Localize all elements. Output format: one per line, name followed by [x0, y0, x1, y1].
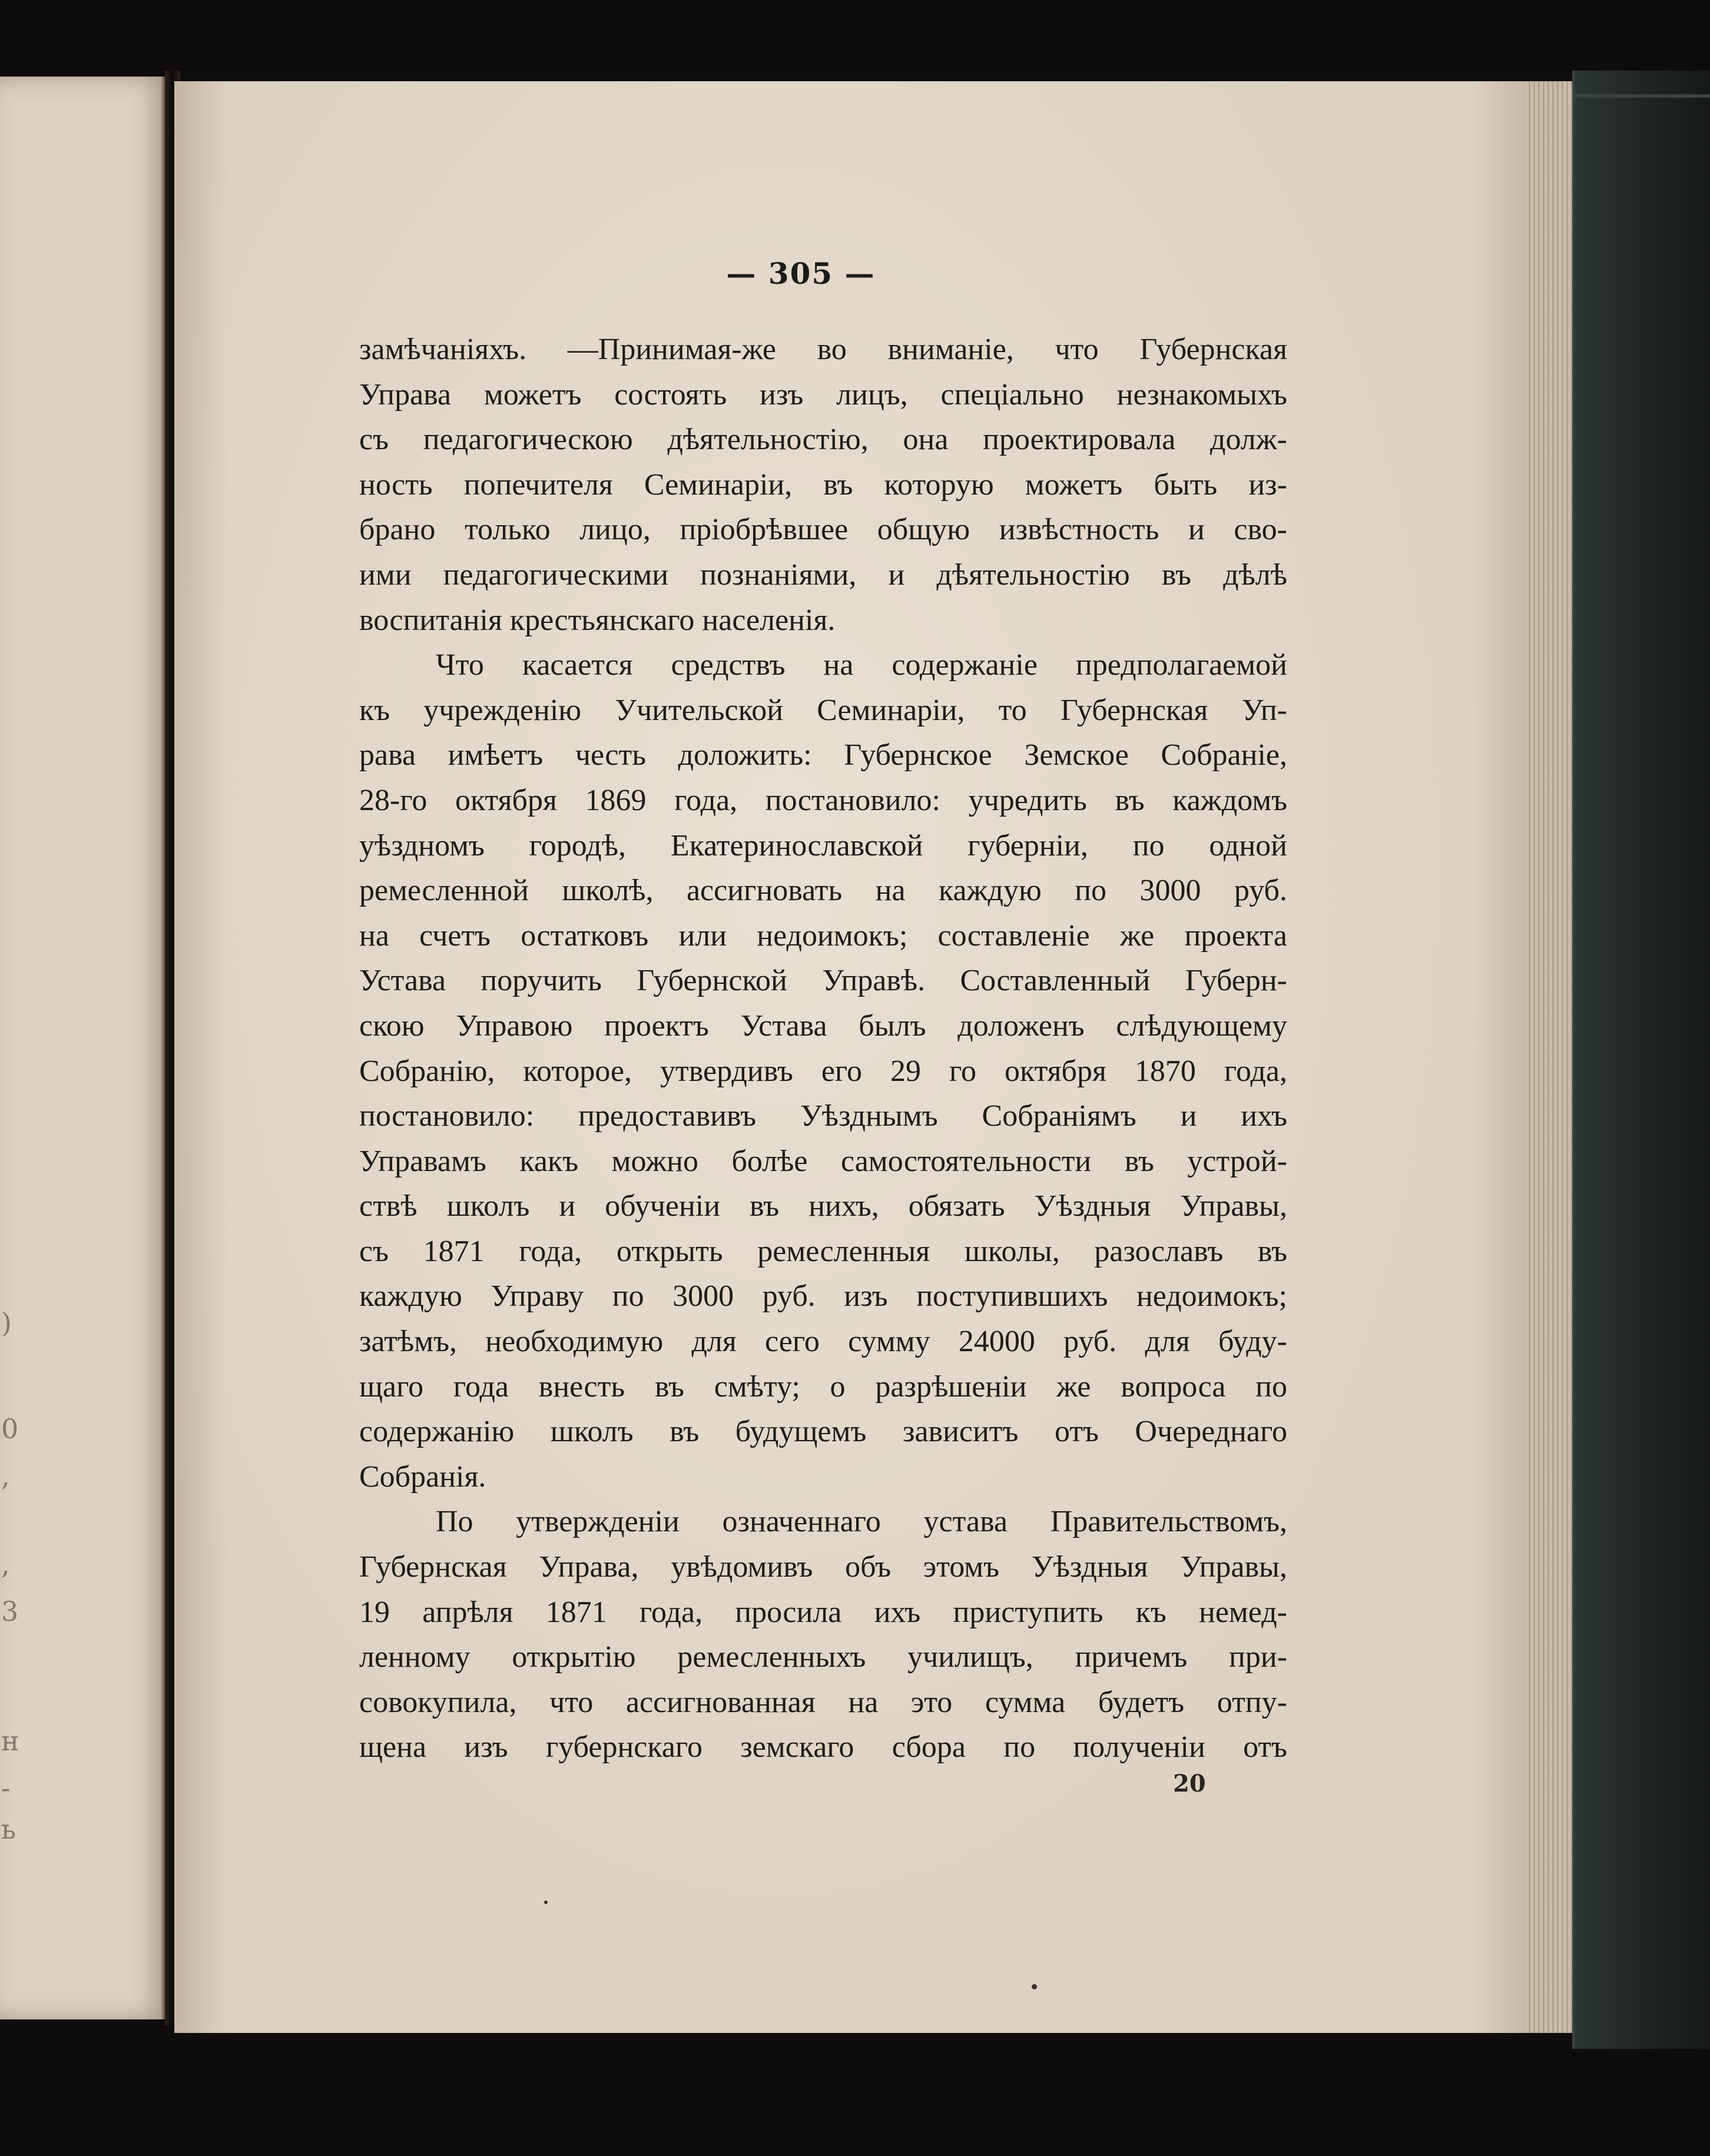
book-cover: [1572, 71, 1710, 2049]
text-line: Управа можетъ состоять изъ лицъ, спеціально незнакомыхъ: [359, 377, 1287, 412]
text-line: съ педагогическою дѣятельностію, она проектировала долж-: [359, 423, 1287, 457]
text-line: ствѣ школъ и обученіи въ нихъ, обязать Уѣздныя Управы,: [359, 1189, 1287, 1223]
text-line: на счетъ остатковъ или недоимокъ; составленіе же проекта: [359, 918, 1287, 953]
paragraph-1: [359, 327, 1287, 643]
paragraph-2: [359, 643, 1287, 1500]
text-line: ленному открытію ремесленныхъ училищъ, причемъ при-: [359, 1640, 1287, 1674]
paragraph-3: [359, 1500, 1287, 1770]
text-line: уѣздномъ городѣ, Екатеринославской губерніи, по одной: [359, 828, 1287, 863]
text-line: Собранія.: [359, 1460, 486, 1494]
text-line: 19 апрѣля 1871 года, просила ихъ приступить къ немед-: [359, 1595, 1287, 1629]
text-line: Устава поручить Губернской Управѣ. Составленный Губерн-: [359, 964, 1287, 998]
body-text: [359, 327, 1287, 1770]
text-line: Губернская Управа, увѣдомивъ объ этомъ Уѣздныя Управы,: [359, 1550, 1287, 1584]
text-line: ность попечителя Семинаріи, въ которую можетъ быть из-: [359, 467, 1287, 502]
text-line: брано только лицо, пріобрѣвшее общую извѣстность и сво-: [359, 513, 1287, 547]
text-line: Что касается средствъ на содержаніе предполагаемой: [436, 648, 1287, 682]
previous-page: [0, 77, 166, 2019]
page-number-header: — 305 —: [726, 256, 876, 291]
text-line: воспитанія крестьянскаго населенія.: [359, 603, 836, 637]
text-line: По утвержденіи означеннаго устава Правительствомъ,: [436, 1505, 1287, 1539]
paper-speck: [544, 1900, 548, 1904]
text-line: щена изъ губернскаго земскаго сбора по полученіи отъ: [359, 1730, 1287, 1764]
text-line: замѣчаніяхъ. —Принимая-же во вниманіе, что Губернская: [359, 333, 1287, 366]
text-line: содержанію школъ въ будущемъ зависитъ отъ Очереднаго: [359, 1415, 1287, 1449]
signature-mark: 20: [1173, 1770, 1206, 1797]
text-line: Собранію, которое, утвердивъ его 29 го октября 1870 года,: [359, 1054, 1287, 1088]
text-line: затѣмъ, необходимую для сего сумму 24000 руб. для буду-: [359, 1325, 1287, 1359]
page-edges: [1526, 81, 1573, 2033]
text-line: совокупила, что ассигнованная на это сумма будетъ отпу-: [359, 1685, 1287, 1719]
text-line: съ 1871 года, открыть ремесленныя школы, разославъ въ: [359, 1234, 1287, 1268]
text-line: Управамъ какъ можно болѣе самостоятельности въ устрой-: [359, 1144, 1287, 1178]
text-line: ими педагогическими познаніями, и дѣятельностію въ дѣлѣ: [359, 558, 1287, 592]
text-line: 28-го октября 1869 года, постановило: учредить въ каждомъ: [359, 783, 1287, 817]
text-line: каждую Управу по 3000 руб. изъ поступившихъ недоимокъ;: [359, 1279, 1287, 1313]
text-line: къ учрежденію Учительской Семинаріи, то Губернская Уп-: [359, 693, 1287, 727]
paper-speck: [1032, 1984, 1037, 1989]
cover-trim: [1575, 94, 1710, 98]
text-line: щаго года внесть въ смѣту; о разрѣшеніи же вопроса по: [359, 1369, 1287, 1404]
text-line: постановило: предоставивъ Уѣзднымъ Собраніямъ и ихъ: [359, 1099, 1287, 1133]
text-line: скою Управою проектъ Устава былъ доложенъ слѣдующему: [359, 1009, 1287, 1043]
text-line: ремесленной школѣ, ассигновать на каждую по 3000 руб.: [359, 874, 1287, 908]
text-line: рава имѣетъ честь доложить: Губернское Земское Собраніе,: [359, 738, 1287, 772]
previous-page-text-fragments: ) 0 , , 3 н - ь: [1, 1307, 19, 1845]
